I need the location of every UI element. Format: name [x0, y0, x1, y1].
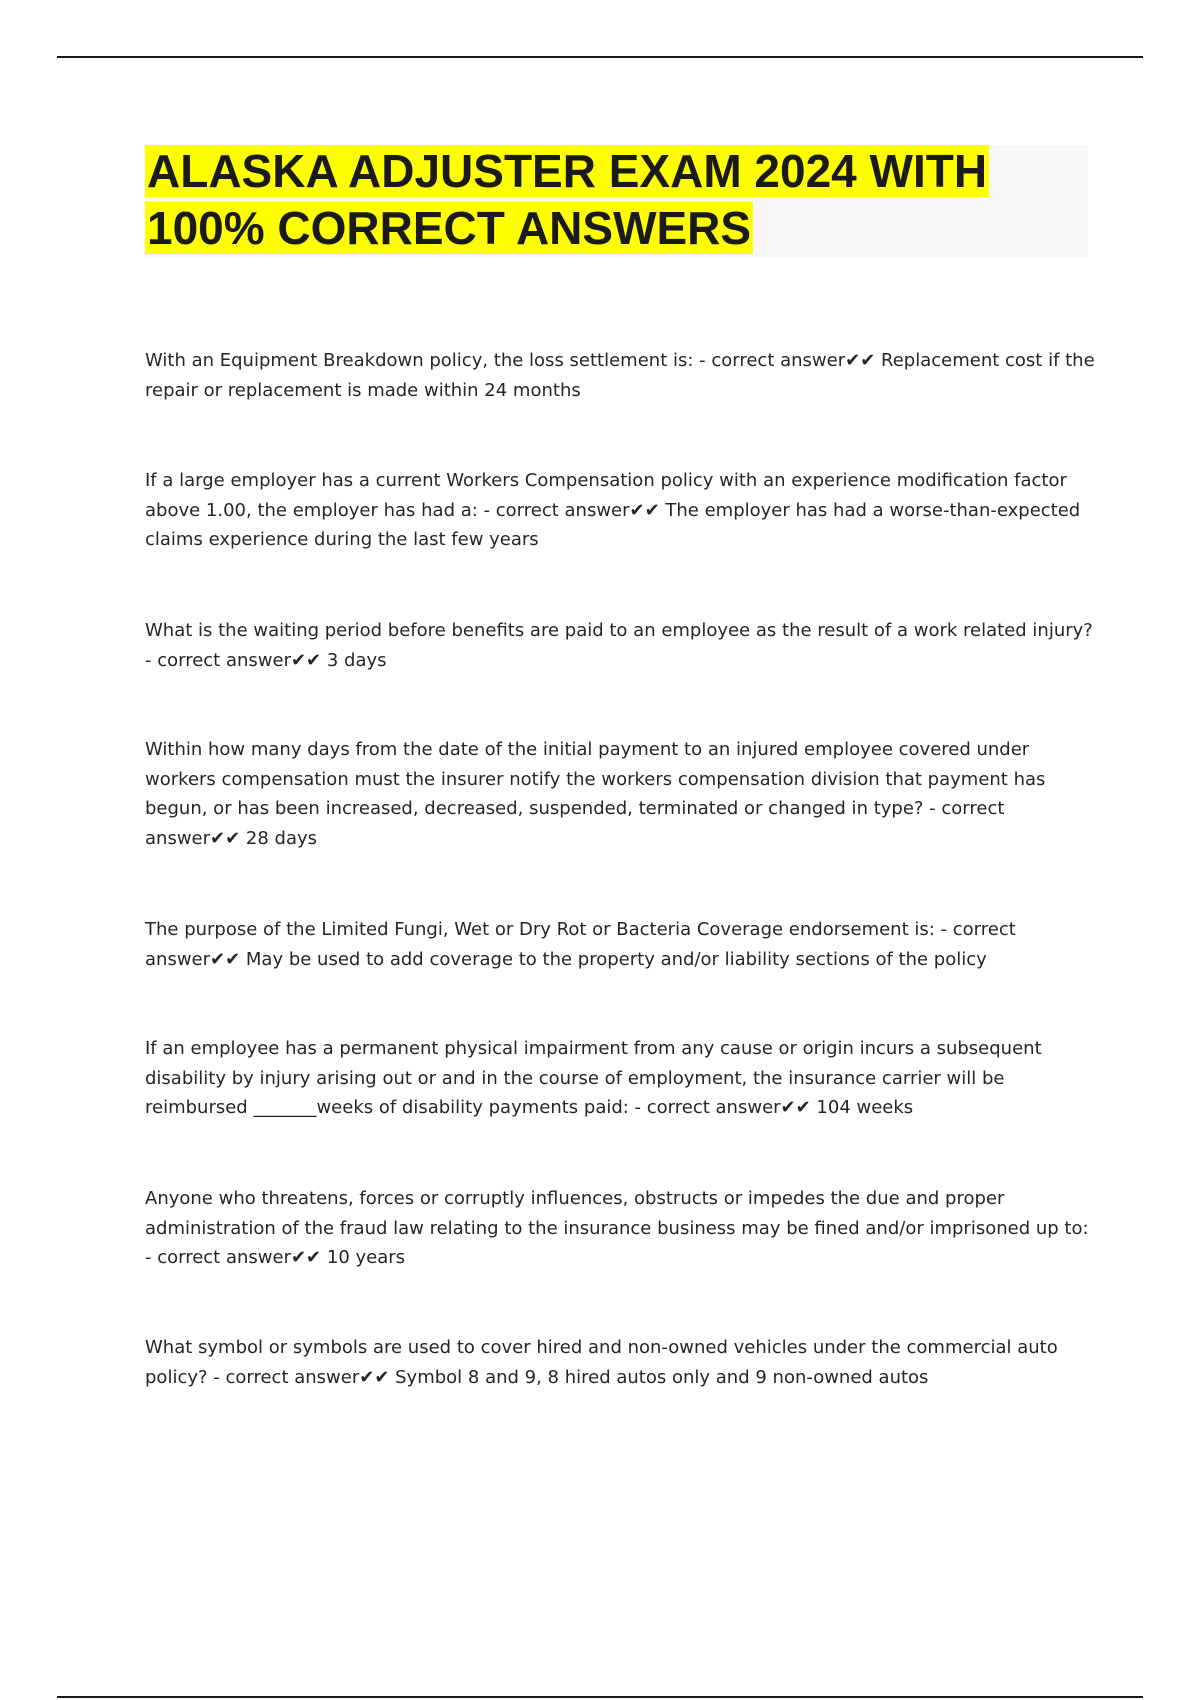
- qa-item: With an Equipment Breakdown policy, the loss settlement is: - correct answer✔✔ Replacement cost if the repair or replacement is made within 24 months: [145, 350, 1095, 401]
- footer-rule: [57, 1696, 1143, 1698]
- qa-item: The purpose of the Limited Fungi, Wet or Dry Rot or Bacteria Coverage endorsement is: - correct answer✔✔ May be used to add coverage to the property and/or liability sections of the policy: [145, 919, 1016, 970]
- qa-item: Anyone who threatens, forces or corruptly influences, obstructs or impedes the due and proper administration of the fraud law relating to the insurance business may be fined and/or imprisoned up to: - correct answer✔✔ 10 years: [145, 1188, 1089, 1268]
- qa-item: If a large employer has a current Workers Compensation policy with an experience modification factor above 1.00, the employer has had a: - correct answer✔✔ The employer has had a worse-than-expected claims experience during the last few years: [145, 470, 1081, 550]
- qa-item: Within how many days from the date of the initial payment to an injured employee covered under workers compensation must the insurer notify the workers compensation division that payment has begun, or has been increased, decreased, suspended, terminated or changed in type? - correct answer✔✔ 28 days: [145, 739, 1046, 849]
- qa-item: If an employee has a permanent physical impairment from any cause or origin incurs a subsequent disability by injury arising out or and in the course of employment, the insurance carrier will be reimbursed _______weeks of disability payments paid: - correct answer✔✔ 104 weeks: [145, 1038, 1042, 1118]
- qa-item: What symbol or symbols are used to cover hired and non-owned vehicles under the commercial auto policy? - correct answer✔✔ Symbol 8 and 9, 8 hired autos only and 9 non-owned autos: [145, 1337, 1058, 1388]
- header-rule: [57, 56, 1143, 58]
- document-title: [145, 143, 1075, 257]
- title-line-1: ALASKA ADJUSTER EXAM 2024 WITH: [147, 145, 988, 197]
- title-line-2: 100% CORRECT ANSWERS: [147, 202, 752, 254]
- qa-item: What is the waiting period before benefits are paid to an employee as the result of a work related injury? - correct answer✔✔ 3 days: [145, 620, 1093, 671]
